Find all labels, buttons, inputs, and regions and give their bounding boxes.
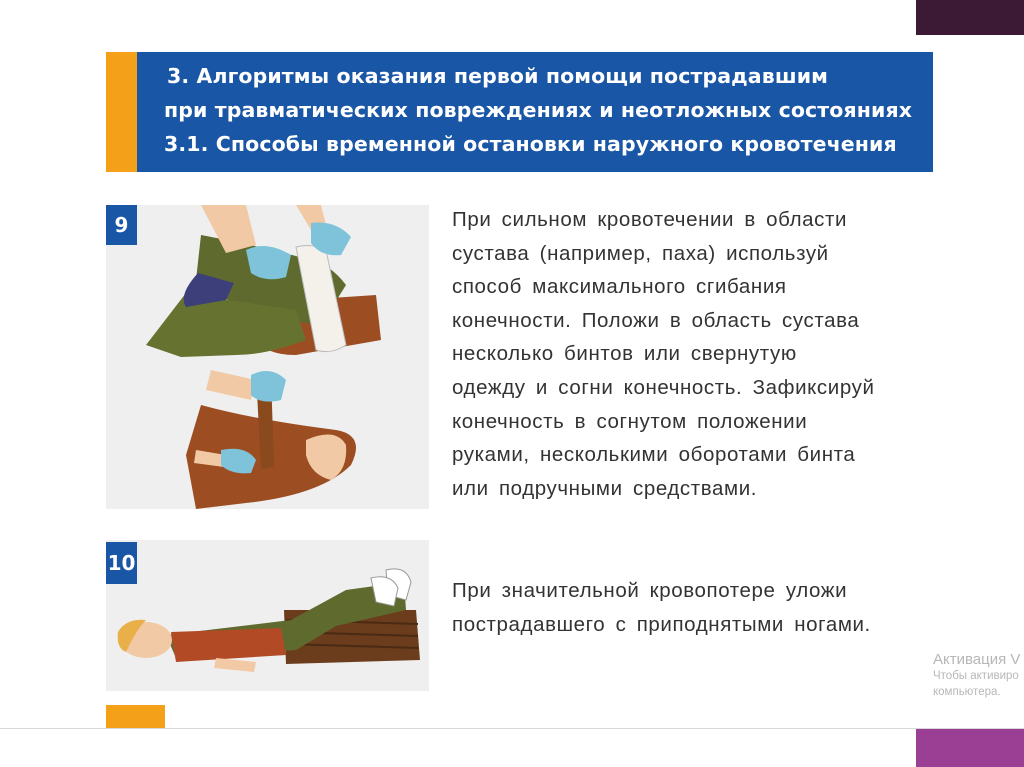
hand-shape (214, 658, 256, 672)
glove-3-icon (251, 371, 286, 402)
step-9-number: 9 (106, 205, 137, 245)
flexion-illustration (106, 205, 429, 509)
step-9-line: сустава (например, паха) используй (452, 241, 829, 265)
title-background (137, 52, 933, 172)
activation-watermark (933, 651, 1020, 700)
watermark-line-1: Активация V (933, 651, 1021, 668)
watermark-line-3: компьютера. (933, 686, 1001, 698)
next-step-number (106, 705, 165, 728)
step-9-illustration-panel (106, 205, 429, 509)
step-9-line: При сильном кровотечении в области (452, 208, 848, 231)
title-accent-bar (106, 52, 137, 172)
shirt-shape (171, 628, 286, 662)
step-9-line: конечность в согнутом положении (452, 409, 808, 433)
corner-decoration-bottom (916, 729, 1024, 767)
bottom-divider (0, 728, 1024, 729)
step-9-line: или подручными средствами. (452, 476, 758, 500)
slide-title-banner (106, 52, 933, 172)
step-10-line: пострадавшего с приподнятыми ногами. (452, 612, 871, 636)
title-line-1: 3. Алгоритмы оказания первой помощи пострадавшим (167, 64, 829, 88)
step-10-line: При значительной кровопотере уложи (452, 579, 848, 602)
raised-legs-illustration (106, 540, 429, 691)
step-10-number: 10 (106, 542, 137, 584)
watermark-line-2: Чтобы активиро (933, 670, 1019, 682)
step-9-line: одежду и согни конечность. Зафиксируй (452, 375, 875, 399)
corner-decoration-top (916, 0, 1024, 38)
step-9-line: конечности. Положи в область сустава (452, 308, 860, 332)
step-9-text (452, 203, 875, 505)
title-line-2: при травматических повреждениях и неотложных состояниях (164, 98, 913, 122)
arm-3-shape (206, 370, 256, 400)
step-10-text (452, 574, 871, 641)
step-9-line: способ максимального сгибания (452, 275, 787, 299)
step-9-line: несколько бинтов или свернутую (452, 342, 797, 366)
step-10-illustration-panel (106, 540, 429, 691)
title-line-3: 3.1. Способы временной остановки наружного кровотечения (164, 132, 897, 156)
step-9-line: руками, несколькими оборотами бинта (452, 443, 856, 467)
